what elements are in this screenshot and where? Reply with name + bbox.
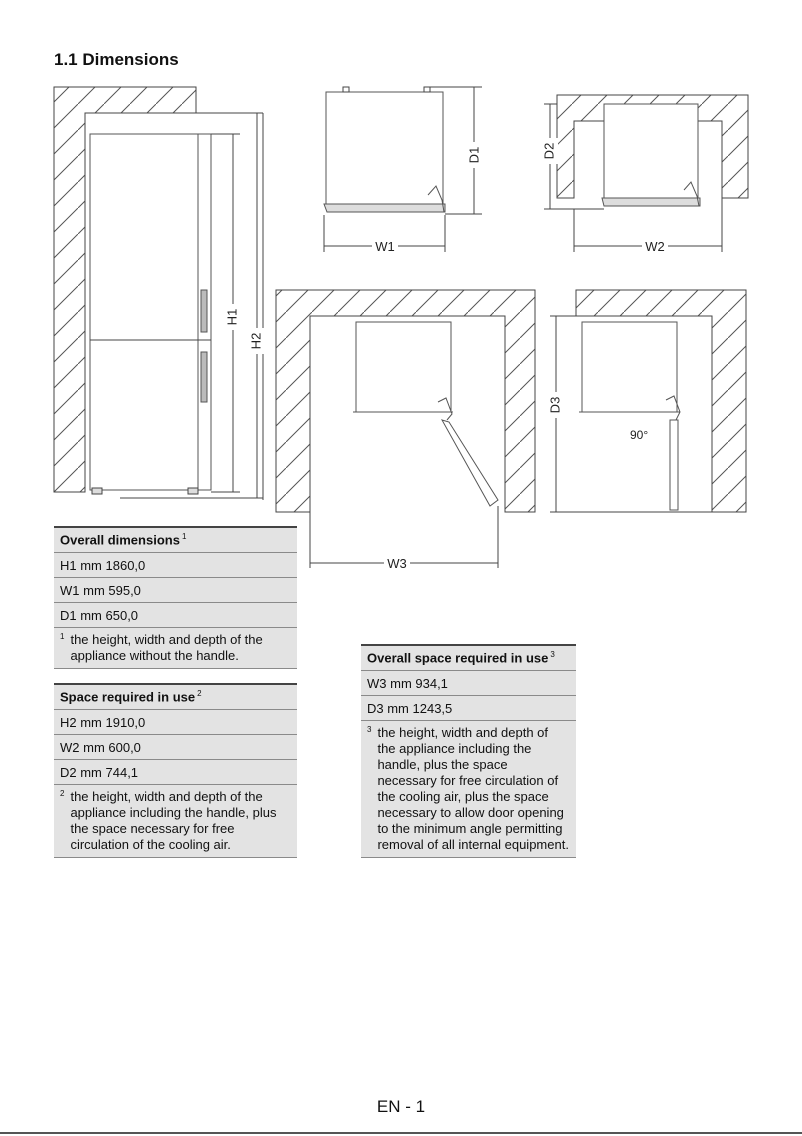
- side-view-figure: [54, 87, 264, 500]
- overall-dimensions-note: $^1$ the height, width and depth of the appliance without the handle.: [54, 628, 297, 669]
- label-d3: D3: [547, 396, 563, 414]
- top-view-d3: [548, 290, 746, 512]
- page-number: EN - 1: [376, 1097, 426, 1116]
- label-h1: H1: [224, 308, 240, 326]
- table-row: D2 mm 744,1: [54, 760, 297, 785]
- label-w2: W2: [645, 239, 665, 254]
- overall-dimensions-header: Overall dimensions $^1$: [54, 527, 297, 553]
- label-d1: D1: [466, 146, 482, 164]
- table-row: D1 mm 650,0: [54, 603, 297, 628]
- fridge-body: [90, 134, 198, 490]
- label-angle: 90°: [630, 428, 649, 442]
- overall-dimensions-table: [54, 526, 297, 669]
- table-row: D3 mm 1243,5: [361, 696, 576, 721]
- table-row: W1 mm 595,0: [54, 578, 297, 603]
- table-row: H2 mm 1910,0: [54, 710, 297, 735]
- label-w3: W3: [387, 556, 407, 571]
- top-view-w3: [276, 290, 535, 571]
- label-w1: W1: [375, 239, 395, 254]
- table-row: W2 mm 600,0: [54, 735, 297, 760]
- top-view-w2-d2: [542, 95, 748, 254]
- top-view-w1-d1: [324, 87, 482, 254]
- overall-space-note: $^3$ the height, width and depth of the appliance including the handle, plus the space necessary for free circulation of the cooling air, plus the space necessary to allow door opening to the minimum angle permitting removal of all internal equipment.: [361, 721, 576, 858]
- bottom-rule: [0, 1132, 802, 1134]
- overall-space-header: Overall space required in use $^3$: [361, 645, 576, 671]
- section-title: 1.1 Dimensions: [54, 50, 179, 69]
- space-required-header: Space required in use $^2$: [54, 684, 297, 710]
- label-d2: D2: [541, 142, 557, 160]
- label-h2: H2: [248, 332, 264, 350]
- space-required-note: $^2$ the height, width and depth of the appliance including the handle, plus the space necessary for free circulation of the cooling air.: [54, 785, 297, 858]
- space-required-table: [54, 683, 297, 858]
- overall-space-table: [361, 644, 576, 858]
- table-row: W3 mm 934,1: [361, 671, 576, 696]
- table-row: H1 mm 1860,0: [54, 553, 297, 578]
